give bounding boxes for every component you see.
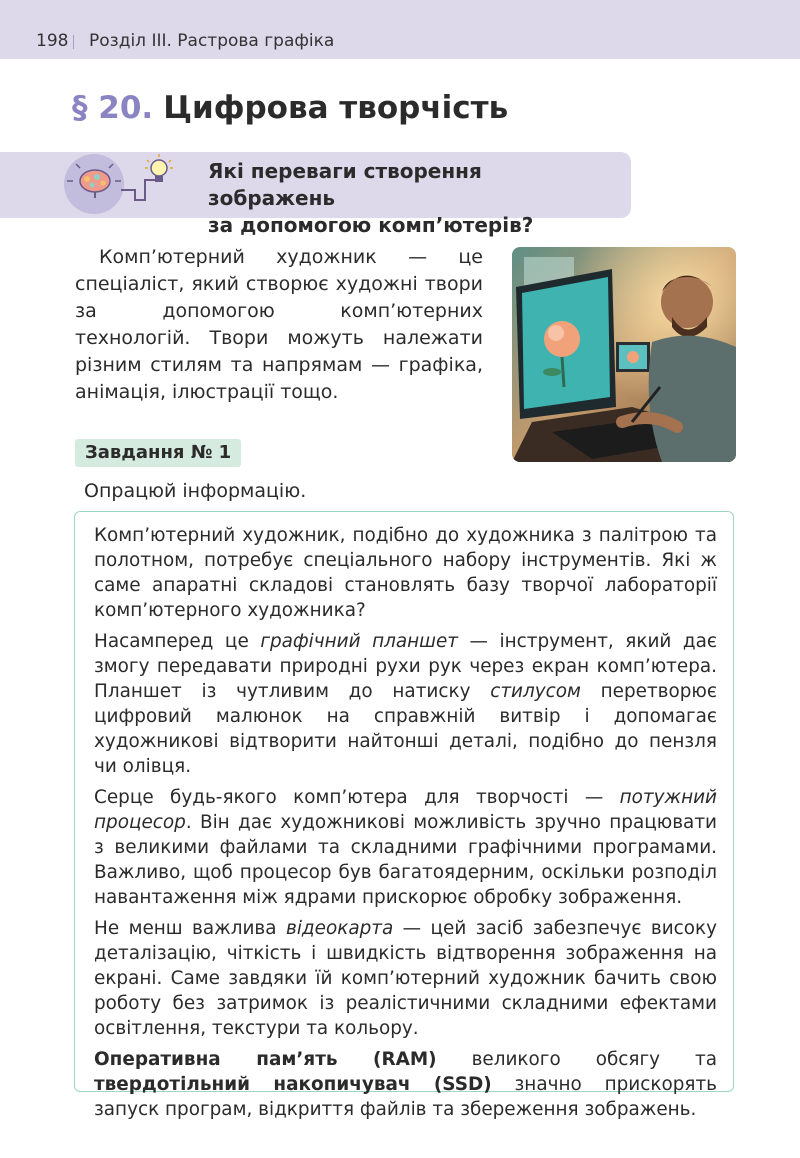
header-divider [73,35,74,49]
info-paragraph-5 [94,1047,717,1122]
text-run: Насамперед це [94,631,261,652]
brain-bulb-icon [63,150,175,216]
running-head: Розділ ІІІ. Растрова графіка [89,31,335,51]
section-title: Цифрова творчість [163,90,509,126]
term-stylus: стилусом [490,681,581,702]
term-ssd: твердотільний накопичувач (SSD) [94,1074,492,1095]
info-paragraph-4 [94,916,717,1041]
info-paragraph-1: Комп’ютерний художник, подібно до художника з палітрою та полотном, потребує спеціального набору інструментів. Які ж саме апаратні складові становлять базу творчої лабораторії комп’ютерного художника? [94,525,717,621]
text-run: — інструмент, який дає змогу передавати природні рухи рук через екран комп’ютера. Планшет із чутливим до натиску [94,631,717,702]
text-run: великого обсягу та [436,1049,718,1070]
section-heading [72,90,508,126]
term-graphic-tablet: графічний планшет [260,631,459,652]
artist-at-computer-photo [512,247,736,462]
page-number: 198 [36,31,69,51]
text-run: значно прискорять запуск програм, відкриття файлів та збереження зображень. [94,1074,717,1120]
info-paragraph-3 [94,785,717,910]
question-text [208,158,608,239]
task-badge: Завдання № 1 [75,439,241,467]
term-video-card: відеокарта [285,918,394,939]
text-run: Серце будь-якого комп’ютера для творчості — [94,787,620,808]
intro-paragraph: Комп’ютерний художник — це спеціаліст, який створює художні твори за допомогою комп’ютерних технологій. Твори можуть належати різним стилям та напрямам — графіка, анімація, ілюстрації тощо. [75,246,483,403]
term-processor: потужний процесор [94,787,717,833]
page-header [0,0,800,59]
text-run: Не менш важлива [94,918,286,939]
section-number: § 20. [72,90,154,126]
text-run: перетворює цифровий малюнок на справжній витвір і допомагає художникові відтворити найтонші деталі, подібно до пензля чи олівця. [94,681,717,777]
info-paragraph-2 [94,629,717,779]
term-ram: Оперативна пам’ять (RAM) [94,1049,437,1070]
info-text [94,523,717,1128]
text-run: . Він дає художникові можливість зручно працювати з великими файлами та складними графічними програмами. Важливо, щоб процесор був багатоядерним, оскільки розподіл навантаження між ядрами прискорює обробку зображення. [94,812,717,908]
question-line-1: Які переваги створення зображень [208,159,482,210]
text-run: — цей засіб забезпечує високу деталізацію, чіткість і швидкість відтворення зображення на екрані. Саме завдяки їй комп’ютерний художник бачить свою роботу без затримок із реалістичними складними ефектами освітлення, текстури та кольору. [94,918,718,1039]
question-line-2: за допомогою комп’ютерів? [208,213,534,237]
task-instruction: Опрацюй інформацію. [84,480,307,502]
